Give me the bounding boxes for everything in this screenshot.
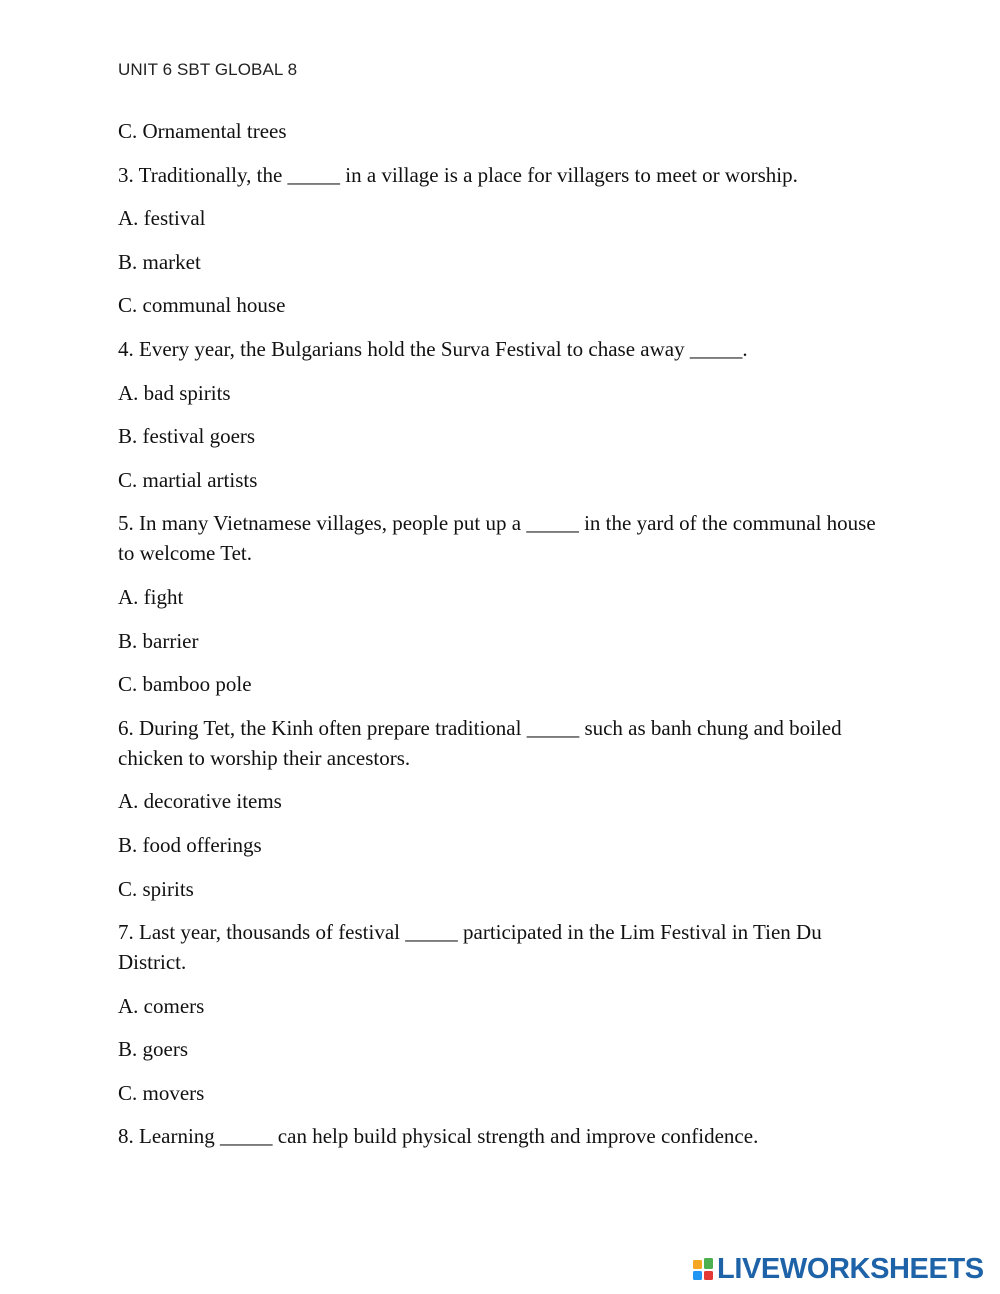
logo-block-3 bbox=[693, 1271, 702, 1280]
question-line: 7. Last year, thousands of festival _____ participated in the Lim Festival in Tien Du District. bbox=[118, 920, 822, 975]
logo-block-2 bbox=[704, 1258, 713, 1269]
option-line: A. comers bbox=[118, 993, 205, 1018]
question-line: 3. Traditionally, the _____ in a village is a place for villagers to meet or worship. bbox=[118, 162, 798, 187]
question-line: 4. Every year, the Bulgarians hold the Surva Festival to chase away _____. bbox=[118, 336, 748, 361]
question-line: 6. During Tet, the Kinh often prepare traditional _____ such as banh chung and boiled chicken to worship their ancestors. bbox=[118, 715, 842, 770]
option-line: A. bad spirits bbox=[118, 380, 231, 405]
option-line: C. Ornamental trees bbox=[118, 119, 287, 143]
option-line: C. martial artists bbox=[118, 467, 258, 492]
page-header: UNIT 6 SBT GLOBAL 8 bbox=[118, 60, 298, 79]
option-line: C. bamboo pole bbox=[118, 672, 252, 697]
option-line: B. festival goers bbox=[118, 424, 256, 449]
option-line: C. spirits bbox=[118, 876, 194, 901]
worksheet-content bbox=[118, 116, 878, 1165]
option-line: A. fight bbox=[118, 584, 184, 609]
option-line: B. food offerings bbox=[118, 832, 262, 857]
option-line: B. goers bbox=[118, 1037, 188, 1062]
option-line: A. decorative items bbox=[118, 789, 282, 814]
logo-block-4 bbox=[704, 1271, 713, 1280]
logo-block-1 bbox=[693, 1260, 702, 1269]
question-line: 8. Learning _____ can help build physical strength and improve confidence. bbox=[118, 1124, 759, 1149]
option-line: C. movers bbox=[118, 1080, 205, 1105]
liveworksheets-logo-icon bbox=[693, 1258, 713, 1280]
option-line: B. market bbox=[118, 249, 201, 274]
liveworksheets-logo bbox=[693, 1252, 984, 1286]
option-line: A. festival bbox=[118, 206, 206, 231]
option-line: C. communal house bbox=[118, 293, 286, 318]
question-line: 5. In many Vietnamese villages, people put up a _____ in the yard of the communal house to welcome Tet. bbox=[118, 511, 876, 566]
liveworksheets-wordmark: LIVEWORKSHEETS bbox=[717, 1253, 984, 1285]
option-line: B. barrier bbox=[118, 628, 199, 653]
